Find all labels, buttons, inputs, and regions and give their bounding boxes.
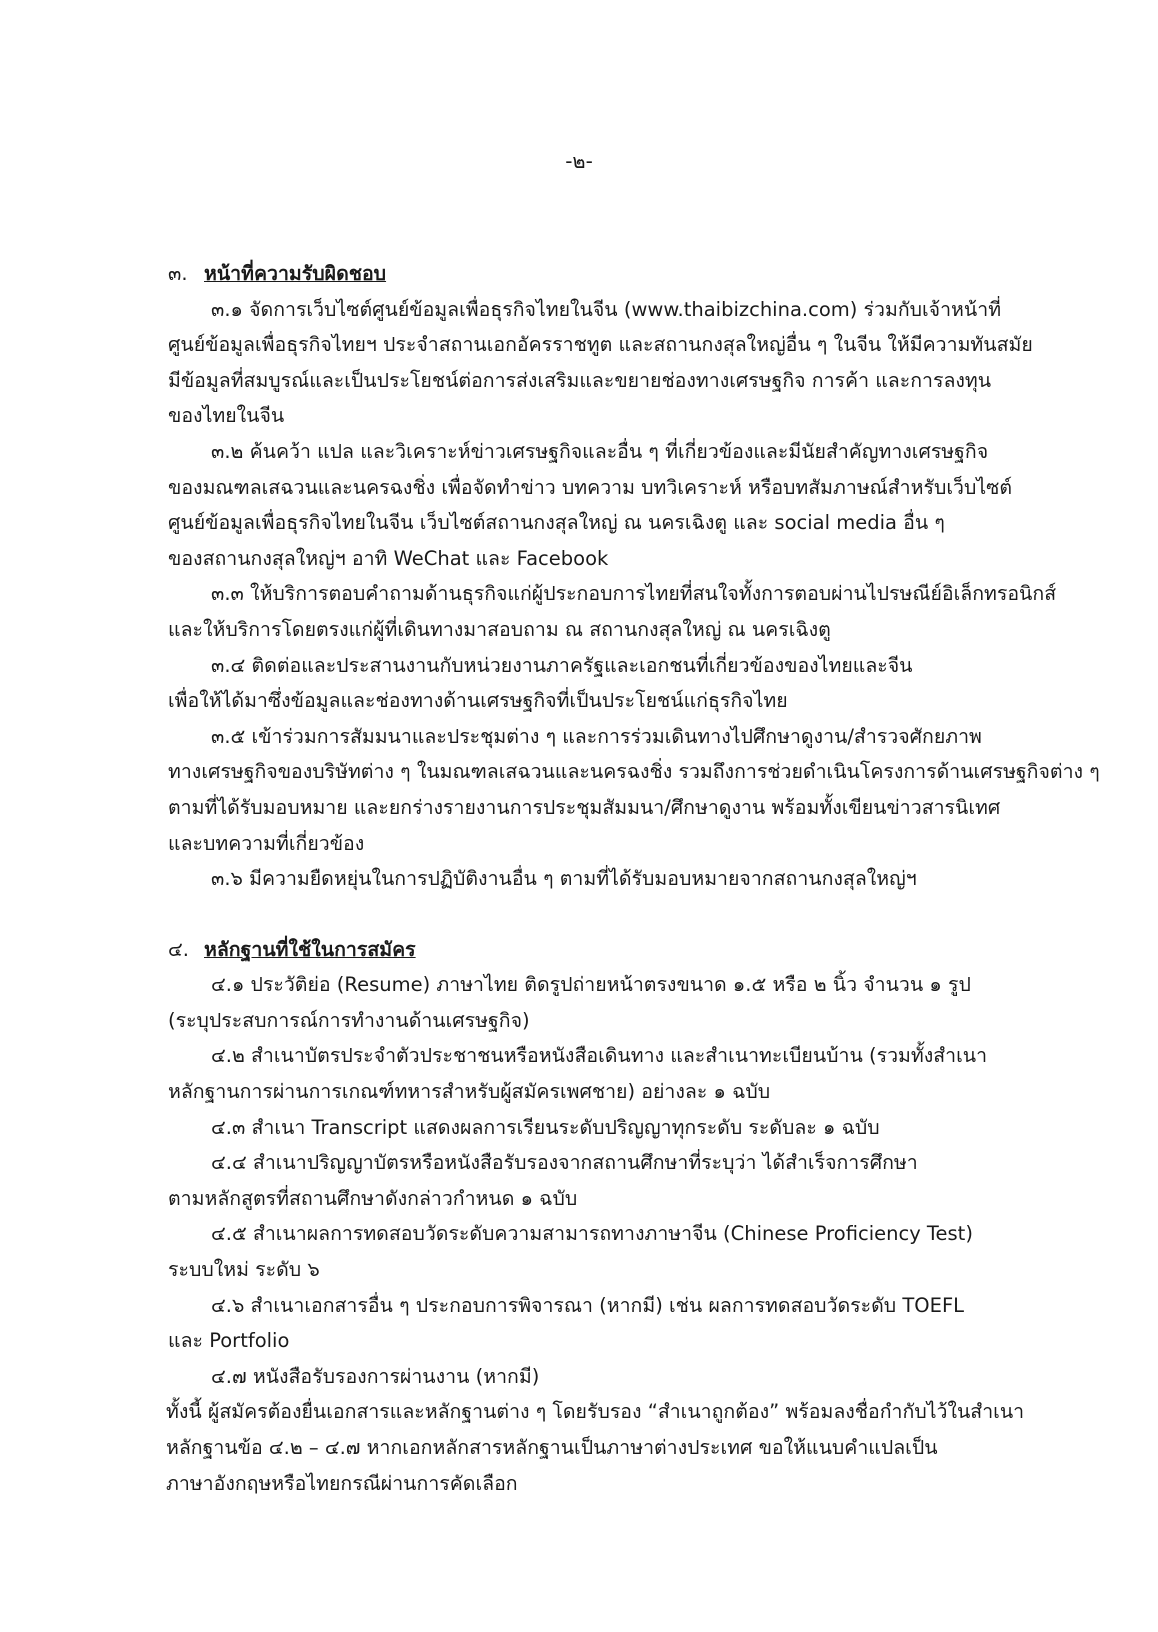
list-item bbox=[168, 1216, 1048, 1287]
document-body bbox=[166, 256, 1100, 1501]
text-line: ตามหลักสูตรที่สถานศึกษาดังกล่าวกำหนด ๑ ฉบับ bbox=[168, 1186, 578, 1210]
text-line: (ระบุประสบการณ์การทำงานด้านเศรษฐกิจ) bbox=[168, 1008, 530, 1032]
text-line: ศูนย์ข้อมูลเพื่อธุรกิจไทยฯ ประจำสถานเอกอัครราชทูต และสถานกงสุลใหญ่อื่น ๆ ในจีน ให้มีความทันสมัย bbox=[168, 333, 1033, 357]
text-line: ๔.๗ หนังสือรับรองการผ่านงาน (หากมี) bbox=[211, 1364, 540, 1388]
list-item bbox=[168, 1145, 1048, 1216]
text-line: ของมณฑลเสฉวนและนครฉงชิ่ง เพื่อจัดทำข่าว บทความ บทวิเคราะห์ หรือบทสัมภาษณ์สำหรับเว็บไซต์ bbox=[168, 475, 1013, 499]
list-item bbox=[168, 292, 1048, 434]
text-line: ทางเศรษฐกิจของบริษัทต่าง ๆ ในมณฑลเสฉวนและนครฉงชิ่ง รวมถึงการช่วยดำเนินโครงการด้านเศรษฐกิจต่าง ๆ bbox=[168, 760, 1100, 784]
text-line: ๔.๕ สำเนาผลการทดสอบวัดระดับความสามารถทางภาษาจีน (Chinese Proficiency Test) bbox=[211, 1222, 973, 1246]
text-line: และ Portfolio bbox=[168, 1329, 290, 1353]
section-responsibilities bbox=[168, 256, 1100, 897]
text-line: มีข้อมูลที่สมบูรณ์และเป็นประโยชน์ต่อการส่งเสริมและขยายช่องทางเศรษฐกิจ การค้า และการลงทุน bbox=[168, 368, 992, 392]
list-item bbox=[168, 1288, 1048, 1359]
list-item bbox=[168, 576, 1057, 647]
page-number: -๒- bbox=[565, 149, 593, 173]
list-item bbox=[168, 1038, 1048, 1109]
text-line: ระบบใหม่ ระดับ ๖ bbox=[168, 1258, 320, 1282]
text-line: ๓.๑ จัดการเว็บไซต์ศูนย์ข้อมูลเพื่อธุรกิจไทยในจีน (www.thaibizchina.com) ร่วมกับเจ้าหน้าที่ bbox=[211, 297, 1002, 321]
text-line: ๓.๓ ให้บริการตอบคำถามด้านธุรกิจแก่ผู้ประกอบการไทยที่สนใจทั้งการตอบผ่านไปรษณีย์อิเล็กทรอนิกส์ bbox=[211, 582, 1057, 606]
text-line: ๔.๖ สำเนาเอกสารอื่น ๆ ประกอบการพิจารณา (หากมี) เช่น ผลการทดสอบวัดระดับ TOEFL bbox=[211, 1293, 965, 1317]
text-line: ศูนย์ข้อมูลเพื่อธุรกิจไทยในจีน เว็บไซต์สถานกงสุลใหญ่ ณ นครเฉิงตู และ social media อื่น ๆ bbox=[168, 511, 945, 535]
text-line: ๓.๒ ค้นคว้า แปล และวิเคราะห์ข่าวเศรษฐกิจและอื่น ๆ ที่เกี่ยวข้องและมีนัยสำคัญทางเศรษฐกิจ bbox=[211, 439, 989, 463]
list-item bbox=[168, 1110, 1048, 1146]
text-line: และบทความที่เกี่ยวข้อง bbox=[168, 831, 365, 855]
section-title: หลักฐานที่ใช้ในการสมัคร bbox=[204, 937, 416, 961]
list-item bbox=[168, 434, 1048, 576]
section-heading bbox=[168, 256, 1048, 292]
text-line: ของสถานกงสุลใหญ่ฯ อาทิ WeChat และ Facebook bbox=[168, 546, 609, 570]
text-line: ๔.๓ สำเนา Transcript แสดงผลการเรียนระดับปริญญาทุกระดับ ระดับละ ๑ ฉบับ bbox=[211, 1115, 880, 1139]
text-line: ๓.๕ เข้าร่วมการสัมมนาและประชุมต่าง ๆ และการร่วมเดินทางไปศึกษาดูงาน/สำรวจศักยภาพ bbox=[211, 724, 982, 748]
section-number: ๓. bbox=[168, 262, 188, 285]
list-item bbox=[168, 1359, 1048, 1395]
text-line: ๔.๔ สำเนาปริญญาบัตรหรือหนังสือรับรองจากสถานศึกษาที่ระบุว่า ได้สำเร็จการศึกษา bbox=[211, 1151, 918, 1175]
text-line: ตามที่ได้รับมอบหมาย และยกร่างรายงานการประชุมสัมมนา/ศึกษาดูงาน พร้อมทั้งเขียนข่าวสารนิเทศ bbox=[168, 795, 1001, 819]
text-line: และให้บริการโดยตรงแก่ผู้ที่เดินทางมาสอบถาม ณ สถานกงสุลใหญ่ ณ นครเฉิงตู bbox=[168, 617, 831, 641]
text-line: ภาษาอังกฤษหรือไทยกรณีผ่านการคัดเลือก bbox=[166, 1471, 518, 1495]
list-item bbox=[168, 861, 1048, 897]
section-spacer bbox=[168, 897, 1048, 932]
text-line: เพื่อให้ได้มาซึ่งข้อมูลและช่องทางด้านเศรษฐกิจที่เป็นประโยชน์แก่ธุรกิจไทย bbox=[168, 689, 788, 713]
text-line: หลักฐานการผ่านการเกณฑ์ทหารสำหรับผู้สมัครเพศชาย) อย่างละ ๑ ฉบับ bbox=[168, 1080, 771, 1104]
section-title: หน้าที่ความรับผิดชอบ bbox=[204, 262, 387, 285]
list-item bbox=[168, 719, 1100, 861]
text-line: ๔.๑ ประวัติย่อ (Resume) ภาษาไทย ติดรูปถ่ายหน้าตรงขนาด ๑.๕ หรือ ๒ นิ้ว จำนวน ๑ รูป bbox=[211, 973, 971, 997]
text-line: ๔.๒ สำเนาบัตรประจำตัวประชาชนหรือหนังสือเดินทาง และสำเนาทะเบียนบ้าน (รวมทั้งสำเนา bbox=[211, 1044, 988, 1068]
list-item bbox=[168, 967, 1048, 1038]
list-item bbox=[168, 648, 1048, 719]
section-number: ๔. bbox=[168, 937, 189, 961]
section-required-documents bbox=[168, 932, 1048, 1502]
text-line: ทั้งนี้ ผู้สมัครต้องยื่นเอกสารและหลักฐานต่าง ๆ โดยรับรอง “สำเนาถูกต้อง” พร้อมลงชื่อกำกับไว้ในสำเนา bbox=[166, 1400, 1025, 1424]
text-line: ของไทยในจีน bbox=[168, 404, 285, 428]
text-line: ๓.๔ ติดต่อและประสานงานกับหน่วยงานภาครัฐและเอกชนที่เกี่ยวข้องของไทยและจีน bbox=[211, 653, 913, 677]
section-heading bbox=[168, 932, 1048, 968]
text-line: ๓.๖ มีความยืดหยุ่นในการปฏิบัติงานอื่น ๆ ตามที่ได้รับมอบหมายจากสถานกงสุลใหญ่ฯ bbox=[211, 867, 917, 891]
submission-note bbox=[166, 1394, 1048, 1501]
text-line: หลักฐานข้อ ๔.๒ – ๔.๗ หากเอกหลักสารหลักฐานเป็นภาษาต่างประเทศ ขอให้แนบคำแปลเป็น bbox=[166, 1436, 938, 1459]
